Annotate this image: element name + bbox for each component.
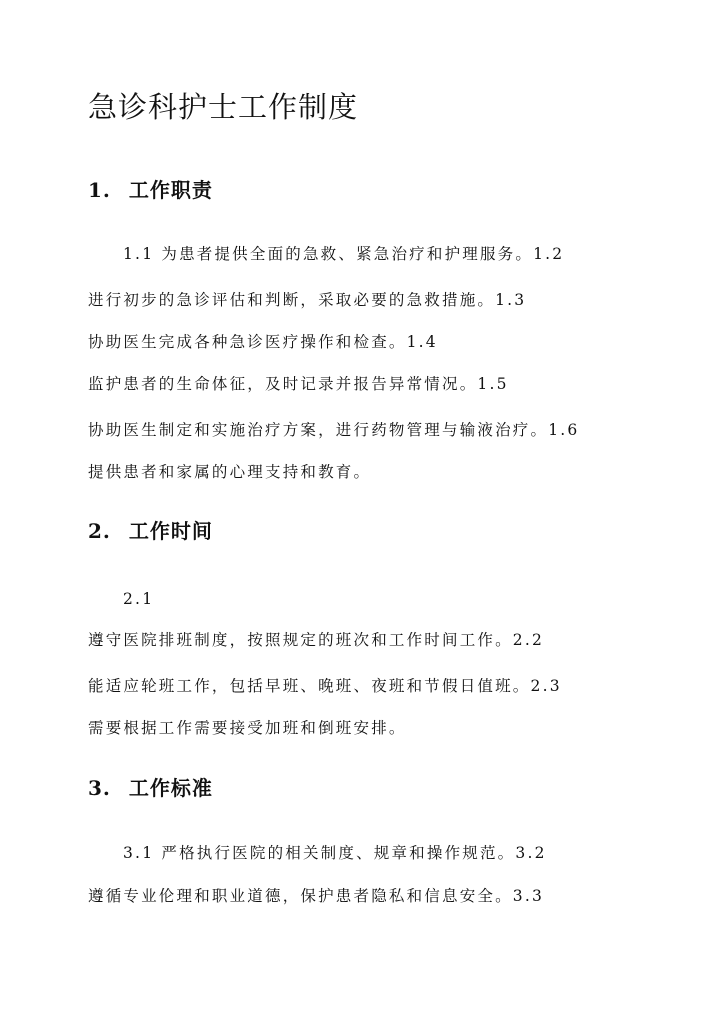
section-title: 工作职责 (128, 178, 213, 202)
document-title: 急诊科护士工作制度 (88, 90, 359, 124)
paragraph-line: 协助医生制定和实施治疗方案，进行药物管理与输液治疗。1.6 (88, 421, 580, 439)
paragraph-line: 进行初步的急诊评估和判断，采取必要的急救措施。1.3 (88, 291, 527, 309)
section-heading-3 (88, 773, 213, 803)
section-number: 3. (88, 776, 111, 800)
paragraph-line: 监护患者的生命体征，及时记录并报告异常情况。1.5 (88, 375, 509, 393)
paragraph-line: 遵循专业伦理和职业道德，保护患者隐私和信息安全。3.3 (88, 887, 545, 905)
paragraph-line: 3.1 严格执行医院的相关制度、规章和操作规范。3.2 (123, 844, 547, 862)
paragraph-line: 需要根据工作需要接受加班和倒班安排。 (88, 719, 407, 737)
paragraph-line: 2.1 (123, 590, 155, 608)
paragraph-line: 提供患者和家属的心理支持和教育。 (88, 463, 372, 481)
paragraph-line: 1.1 为患者提供全面的急救、紧急治疗和护理服务。1.2 (123, 245, 565, 263)
paragraph-line: 能适应轮班工作，包括早班、晚班、夜班和节假日值班。2.3 (88, 677, 562, 695)
section-title: 工作标准 (128, 776, 213, 800)
section-number: 2. (88, 519, 111, 543)
section-number: 1. (88, 178, 111, 202)
section-title: 工作时间 (128, 519, 213, 543)
section-heading-2 (88, 516, 213, 546)
paragraph-line: 协助医生完成各种急诊医疗操作和检查。1.4 (88, 333, 438, 351)
section-heading-1 (88, 175, 213, 205)
paragraph-line: 遵守医院排班制度，按照规定的班次和工作时间工作。2.2 (88, 631, 545, 649)
